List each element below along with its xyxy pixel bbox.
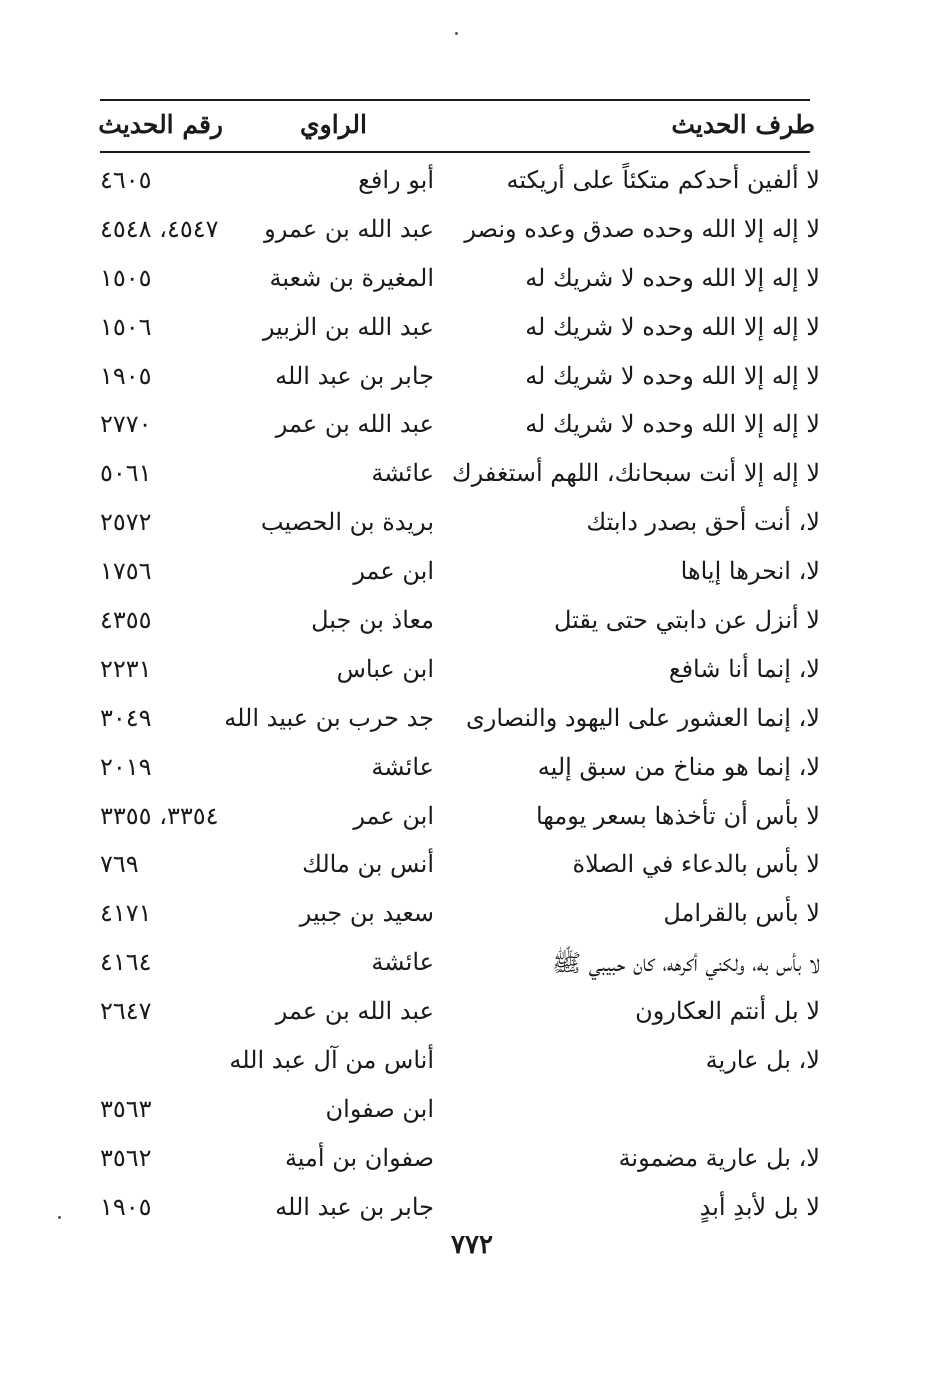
header-top-rule	[100, 99, 810, 101]
table-row	[95, 305, 820, 354]
hadith-text: لا بأس بالدعاء في الصلاة	[572, 850, 820, 879]
table-row	[95, 989, 820, 1038]
scan-speck	[455, 32, 458, 35]
hadith-number: ٢٦٤٧	[100, 997, 152, 1026]
table-row	[95, 647, 820, 696]
narrator-name: معاذ بن جبل	[311, 606, 434, 635]
table-row	[95, 354, 820, 403]
hadith-text: لا إله إلا الله وحده لا شريك له	[525, 263, 820, 292]
narrator-name: صفوان بن أمية	[284, 1143, 434, 1172]
hadith-text: لا إله إلا الله وحده لا شريك له	[525, 312, 820, 341]
number-column-header: رقم الحديث	[98, 110, 223, 139]
header-bottom-rule	[100, 151, 810, 153]
table-row	[95, 598, 820, 647]
hadith-text: لا بأس أن تأخذها بسعر يومها	[535, 801, 820, 830]
table-row	[95, 842, 820, 891]
narrator-name: جابر بن عبد الله	[275, 361, 434, 390]
narrator-name: أناس من آل عبد الله	[229, 1046, 434, 1075]
narrator-name: جابر بن عبد الله	[275, 1192, 434, 1221]
hadith-text: لا، إنما العشور على اليهود والنصارى	[465, 703, 820, 732]
narrator-name: عائشة	[371, 752, 434, 781]
hadith-text: لا بأس بالقرامل	[663, 899, 820, 928]
hadith-text: لا، انحرها إياها	[680, 557, 820, 586]
hadith-text: لا، إنما أنا شافع	[668, 654, 820, 683]
scan-speck	[58, 1216, 61, 1219]
narrator-name: عائشة	[371, 948, 434, 977]
hadith-number: ٣٣٥٤، ٣٣٥٥	[100, 801, 219, 830]
narrator-name: عبد الله بن الزبير	[262, 312, 434, 341]
table-row	[95, 451, 820, 500]
hadith-text: لا أنزل عن دابتي حتى يقتل	[553, 606, 820, 635]
hadith-text: لا، إنما هو مناخ من سبق إليه	[537, 752, 820, 781]
page-number: ٧٧٢	[451, 1230, 493, 1260]
hadith-column-header: طرف الحديث	[671, 110, 815, 139]
table-header	[100, 104, 815, 148]
hadith-number: ١٥٠٦	[100, 312, 152, 341]
table-row	[95, 402, 820, 451]
narrator-name: عبد الله بن عمر	[275, 997, 434, 1026]
table-row	[95, 1185, 820, 1234]
hadith-number: ٧٦٩	[100, 850, 139, 879]
table-row	[95, 794, 820, 843]
hadith-text: لا إله إلا الله وحده لا شريك له	[525, 361, 820, 390]
hadith-number: ١٥٠٥	[100, 263, 152, 292]
table-row	[95, 256, 820, 305]
table-row	[95, 1038, 820, 1087]
hadith-text: لا، أنت أحق بصدر دابتك	[586, 508, 820, 537]
hadith-number: ٤١٦٤	[100, 948, 152, 977]
hadith-number: ١٩٠٥	[100, 361, 152, 390]
hadith-number: ٤٥٤٧، ٤٥٤٨	[100, 214, 219, 243]
hadith-text: لا، بل عارية مضمونة	[618, 1143, 820, 1172]
hadith-text: لا بل أنتم العكارون	[635, 997, 820, 1026]
narrator-name: سعيد بن جبير	[299, 899, 434, 928]
hadith-number: ٢٥٧٢	[100, 508, 152, 537]
table-row	[95, 158, 820, 207]
hadith-text: لا بأس به، ولكني أكرهه، كان حبيبي ﷺ	[552, 949, 820, 978]
hadith-number: ٣٠٤٩	[100, 703, 152, 732]
hadith-number: ٢٠١٩	[100, 752, 152, 781]
hadith-number: ٣٥٦٢	[100, 1143, 152, 1172]
narrator-name: عبد الله بن عمر	[275, 410, 434, 439]
hadith-number: ١٧٥٦	[100, 557, 152, 586]
hadith-number: ٥٠٦١	[100, 459, 152, 488]
narrator-name: عائشة	[371, 459, 434, 488]
narrator-name: جد حرب بن عبيد الله	[224, 703, 434, 732]
narrator-name: عبد الله بن عمرو	[264, 214, 434, 243]
narrator-name: أبو رافع	[358, 166, 434, 194]
hadith-text: لا إله إلا الله وحده صدق وعده ونصر	[464, 214, 820, 243]
narrator-name: ابن عمر	[353, 557, 434, 586]
narrator-column-header: الراوي	[300, 110, 367, 139]
hadith-number: ٤٣٥٥	[100, 606, 152, 635]
hadith-number: ٣٥٦٣	[100, 1094, 152, 1123]
narrator-name: بريدة بن الحصيب	[260, 508, 434, 537]
hadith-number: ٤٦٠٥	[100, 166, 152, 194]
table-row	[95, 549, 820, 598]
hadith-number: ٢٢٣١	[100, 654, 152, 683]
table-row	[95, 207, 820, 256]
table-row	[95, 1136, 820, 1185]
narrator-name: المغيرة بن شعبة	[269, 263, 434, 292]
hadith-number: ١٩٠٥	[100, 1192, 152, 1221]
hadith-text: لا ألفين أحدكم متكئاً على أريكته	[506, 166, 820, 194]
hadith-text: لا، بل عارية	[705, 1046, 820, 1075]
hadith-index-table	[95, 158, 820, 1234]
hadith-text: لا إله إلا أنت سبحانك، اللهم أستغفرك	[451, 459, 820, 488]
table-row	[95, 891, 820, 940]
table-row	[95, 696, 820, 745]
narrator-name: أنس بن مالك	[302, 850, 434, 879]
narrator-name: ابن صفوان	[325, 1094, 434, 1123]
narrator-name: ابن عباس	[336, 654, 434, 683]
table-row	[95, 500, 820, 549]
hadith-text: لا إله إلا الله وحده لا شريك له	[525, 410, 820, 439]
hadith-number: ٤١٧١	[100, 899, 152, 928]
table-row	[95, 745, 820, 794]
table-row	[95, 940, 820, 989]
hadith-number: ٢٧٧٠	[100, 410, 152, 439]
table-row	[95, 1087, 820, 1136]
hadith-text: لا بل لأبدِ أبدٍ	[699, 1192, 820, 1221]
narrator-name: ابن عمر	[353, 801, 434, 830]
